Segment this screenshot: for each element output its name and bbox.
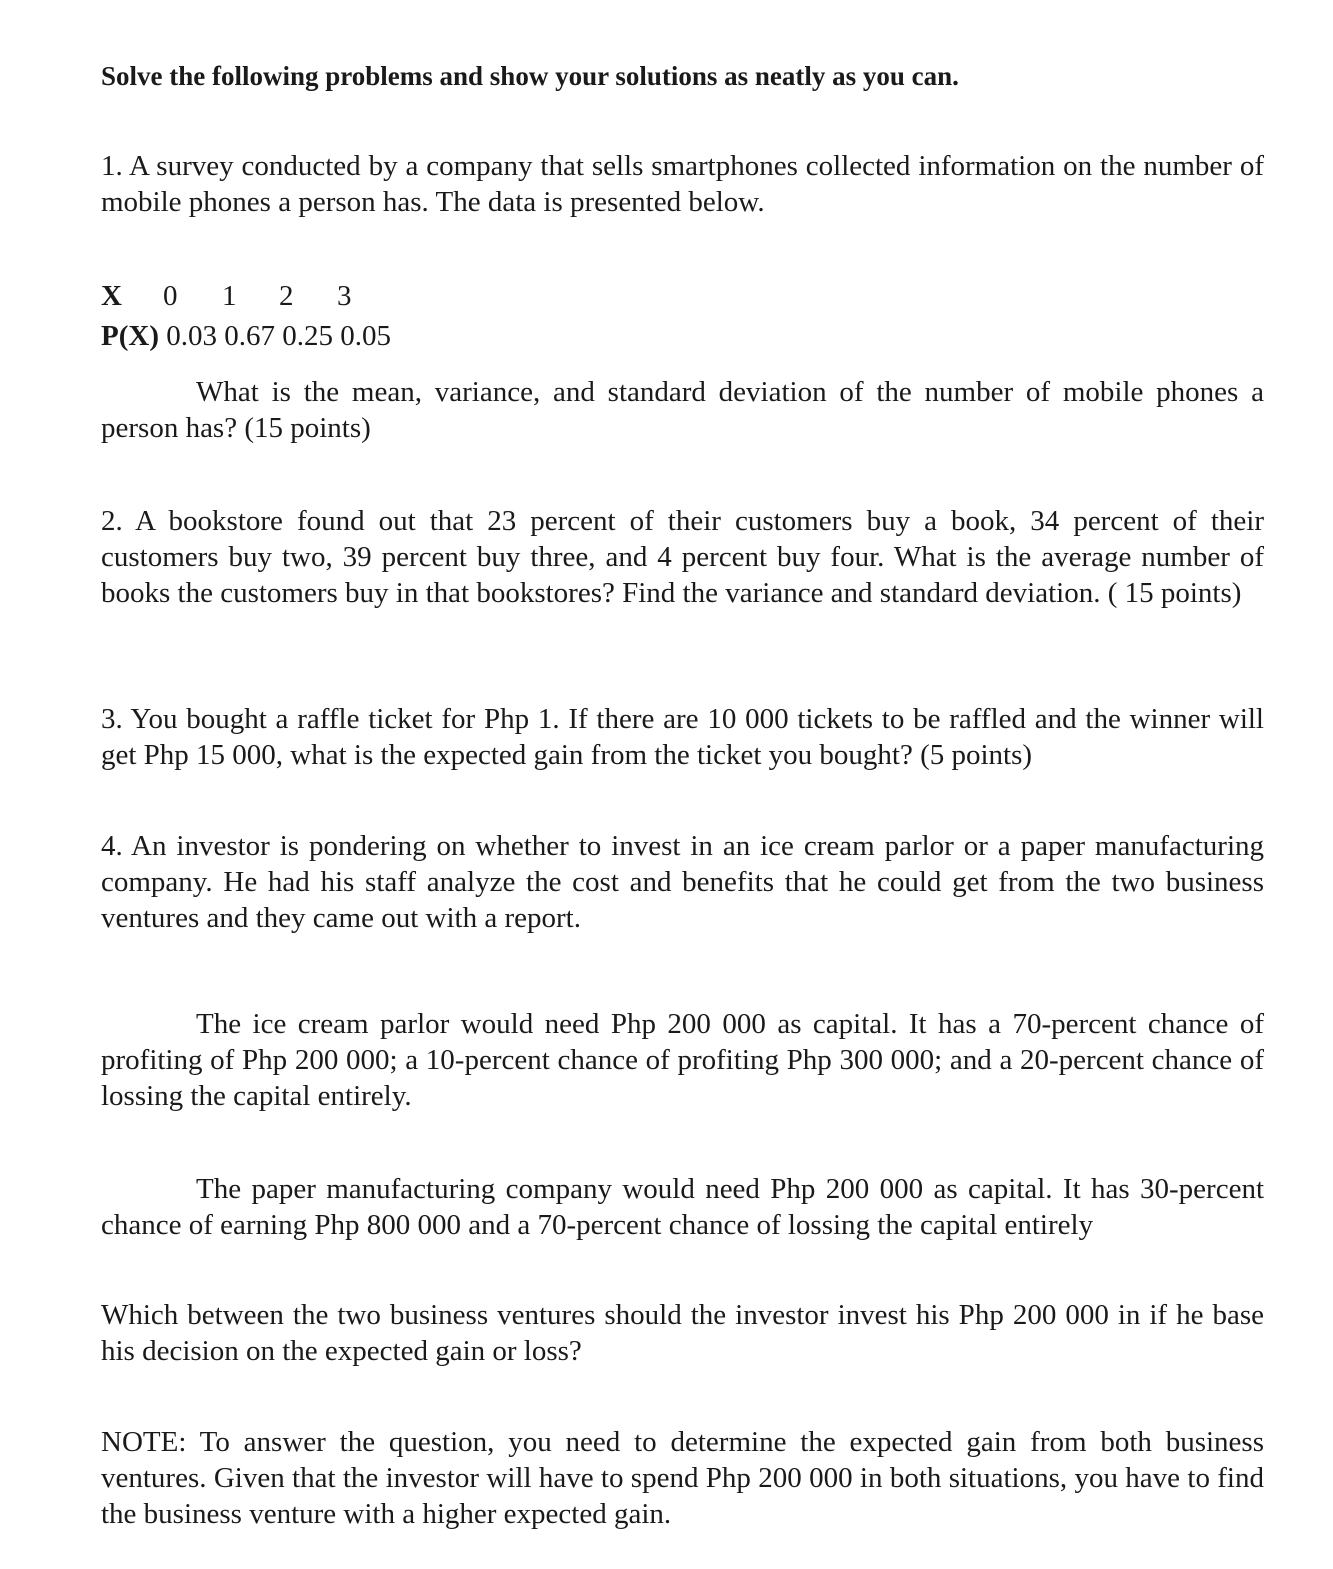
probability-table [101,276,391,356]
p-row [101,316,391,356]
p-value: 0.03 [166,320,217,352]
x-label: X [101,280,122,312]
problem-3-text: 3. You bought a raffle ticket for Php 1. If there are 10 000 tickets to be raffled and the winner will get Php 15 000, what is the expected gain from the ticket you bought? (5 points) [101,703,1264,771]
x-row [101,276,391,316]
x-value: 3 [337,280,352,312]
x-value: 2 [279,280,294,312]
x-value: 1 [222,280,237,312]
problem-2-text: 2. A bookstore found out that 23 percent of their customers buy a book, 34 percent of their customers buy two, 39 percent buy three, and 4 percent buy four. What is the average number of books the customers buy in that bookstores? Find the variance and standard deviation. ( 15 points) [101,505,1264,609]
problem-4-intro: 4. An investor is pondering on whether to invest in an ice cream parlor or a paper manufacturing company. He had his staff analyze the cost and benefits that he could get from the two business ventures and they came out with a report. [101,830,1264,934]
problem-4-paper-scenario: The paper manufacturing company would need Php 200 000 as capital. It has 30-percent chance of earning Php 800 000 and a 70-percent chance of lossing the capital entirely [101,1173,1264,1241]
problem-1-intro: 1. A survey conducted by a company that sells smartphones collected information on the number of mobile phones a person has. The data is presented below. [101,150,1264,218]
p-value: 0.67 [224,320,275,352]
instructions-heading: Solve the following problems and show your solutions as neatly as you can. [101,61,959,91]
problem-4-note: NOTE: To answer the question, you need to determine the expected gain from both business ventures. Given that the investor will have to spend Php 200 000 in both situations, you have to find the business venture with a higher expected gain. [101,1426,1264,1530]
problem-1-question: What is the mean, variance, and standard deviation of the number of mobile phones a person has? (15 points) [101,376,1264,444]
problem-4-question: Which between the two business ventures should the investor invest his Php 200 000 in if he base his decision on the expected gain or loss? [101,1299,1264,1367]
x-value: 0 [163,280,178,312]
p-label: P(X) [101,320,159,352]
p-value: 0.05 [340,320,391,352]
problem-4-ice-cream-scenario: The ice cream parlor would need Php 200 000 as capital. It has a 70-percent chance of profiting of Php 200 000; a 10-percent chance of profiting Php 300 000; and a 20-percent chance of lossing the capital entirely. [101,1008,1264,1112]
p-value: 0.25 [282,320,333,352]
